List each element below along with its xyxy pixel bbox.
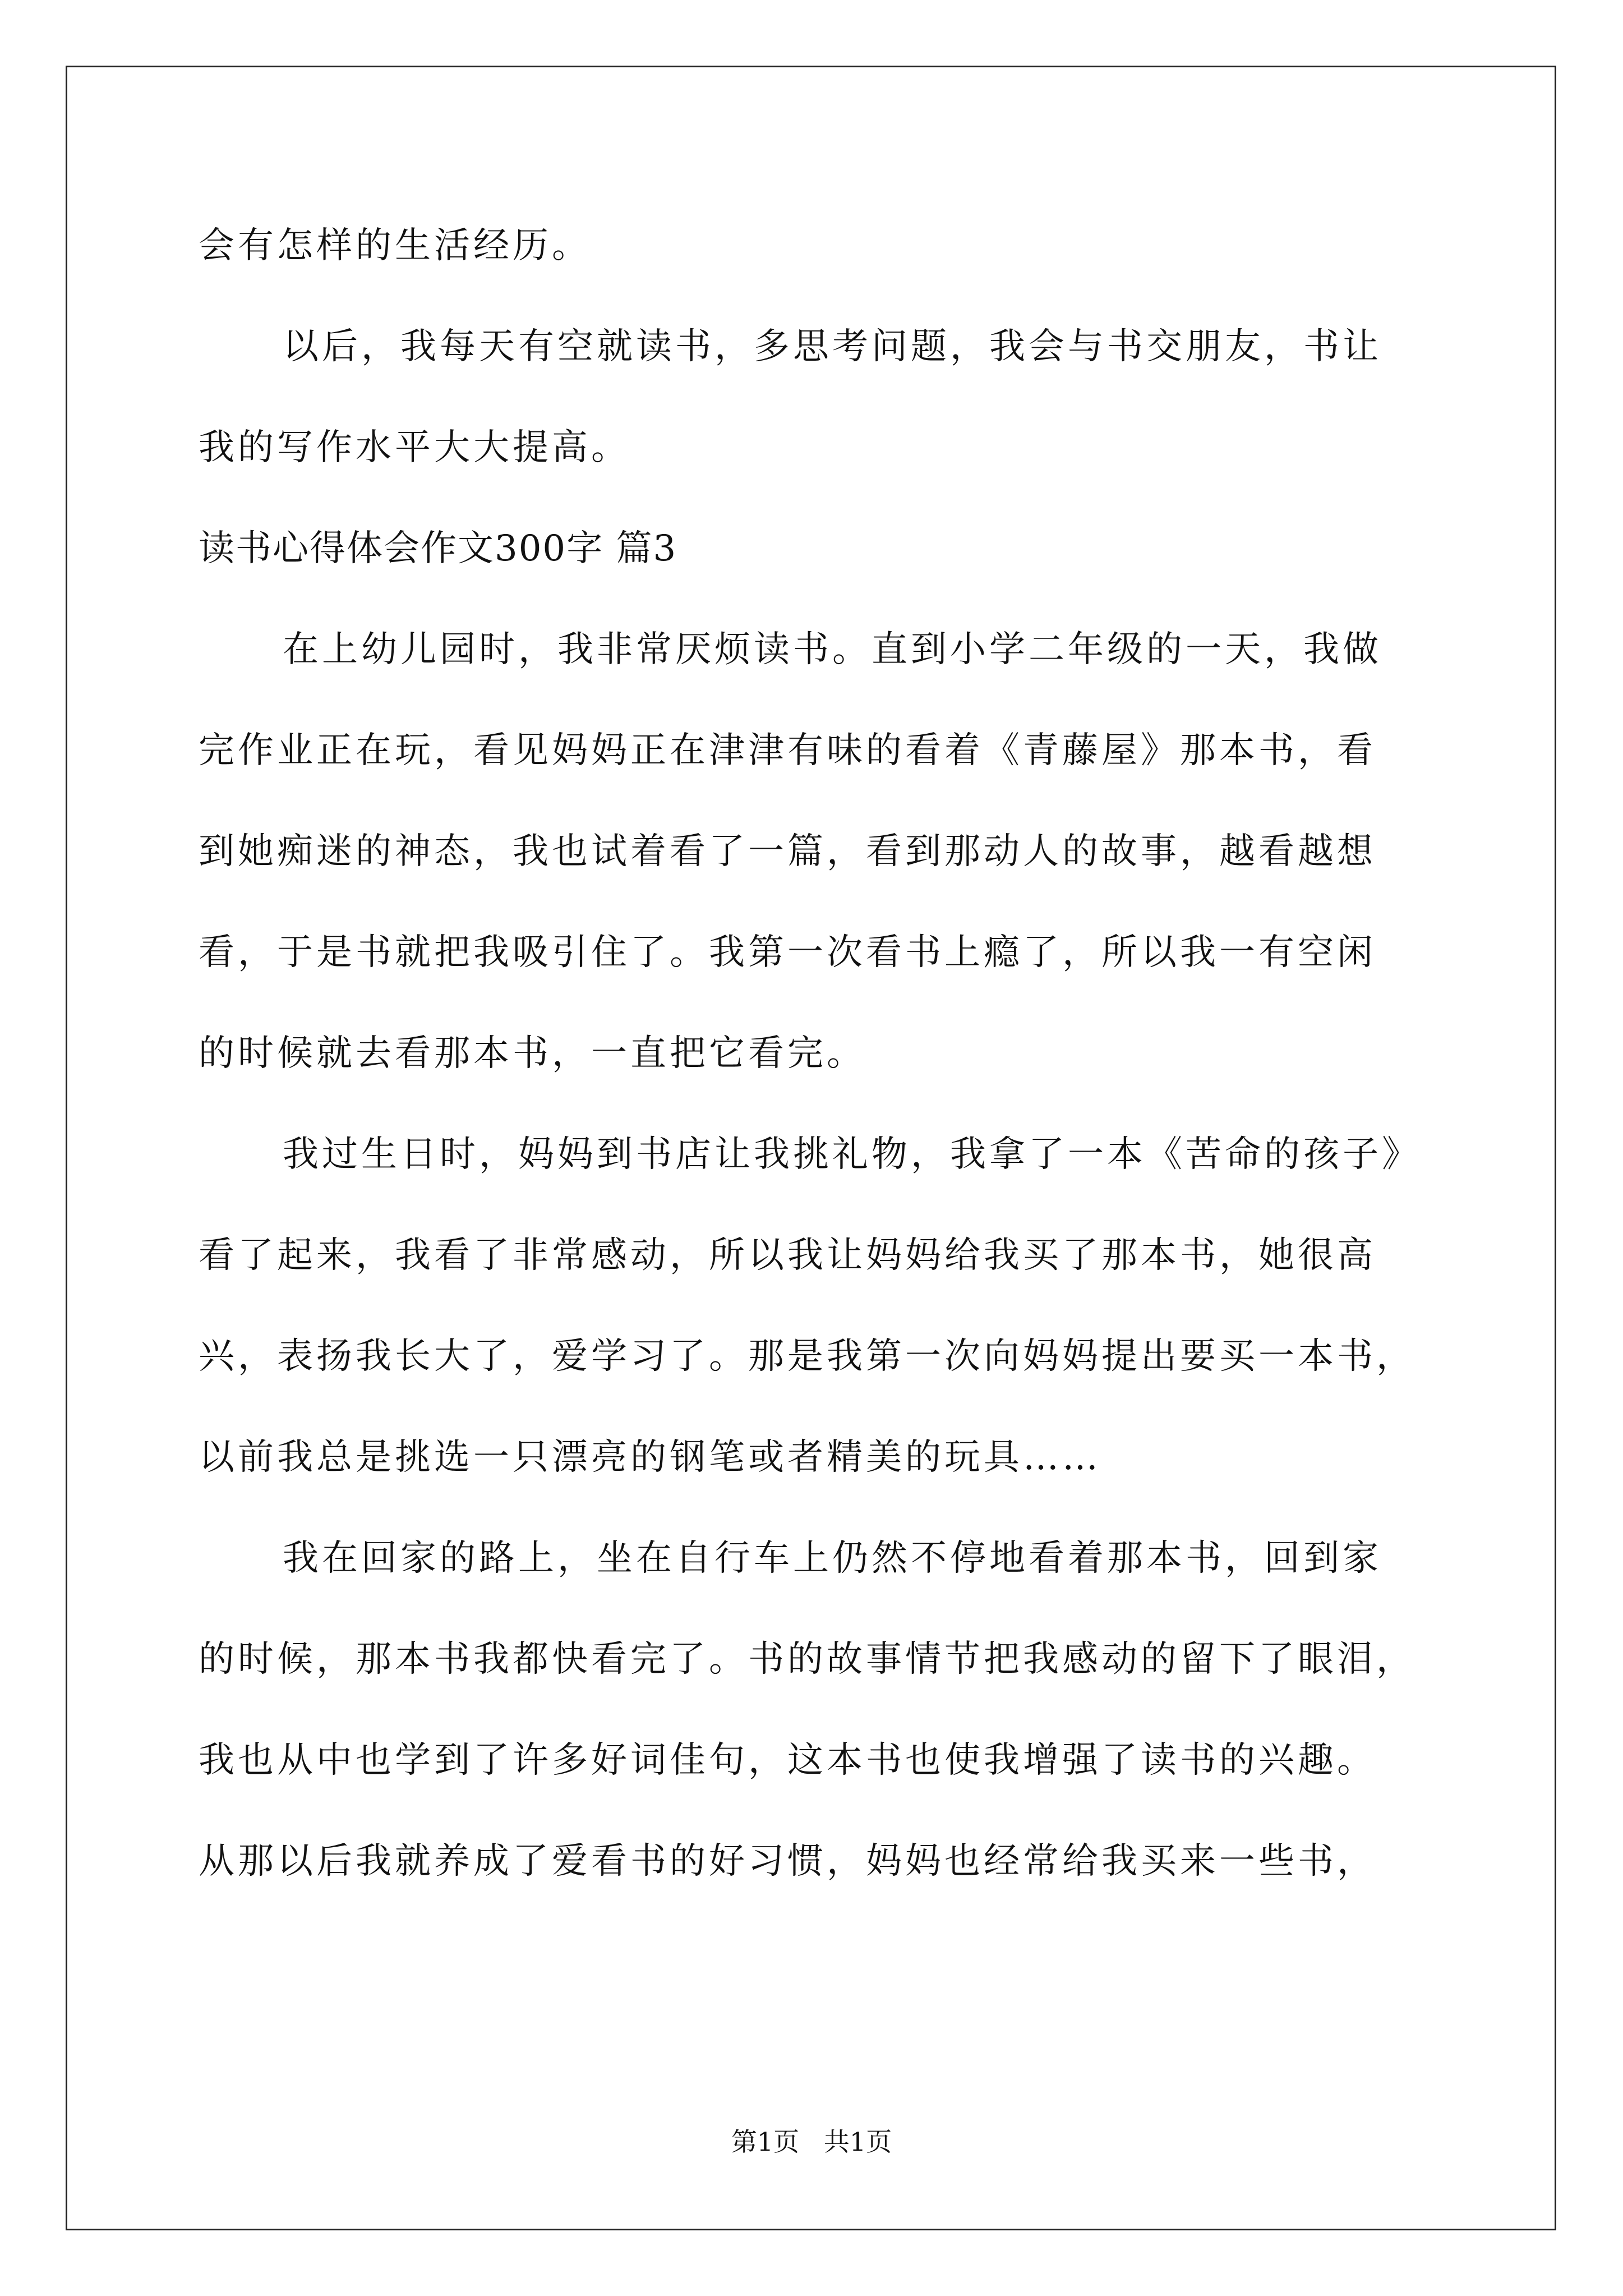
text-line: 的时候，那本书我都快看完了。书的故事情节把我感动的留下了眼泪，	[199, 1639, 1415, 1680]
section-heading: 读书心得体会作文300字 篇3	[199, 528, 677, 569]
text-line: 我在回家的路上，坐在自行车上仍然不停地看着那本书，回到家	[283, 1538, 1382, 1579]
text-line: 以前我总是挑选一只漂亮的钢笔或者精美的玩具……	[199, 1437, 1101, 1478]
text-line: 看，于是书就把我吸引住了。我第一次看书上瘾了，所以我一有空闲	[199, 932, 1376, 973]
text-line: 从那以后我就养成了爱看书的好习惯，妈妈也经常给我买来一些书，	[199, 1841, 1376, 1882]
text-line: 在上幼儿园时，我非常厌烦读书。直到小学二年级的一天，我做	[283, 629, 1382, 670]
text-line: 我的写作水平大大提高。	[199, 427, 630, 468]
text-line: 到她痴迷的神态，我也试着看了一篇，看到那动人的故事，越看越想	[199, 831, 1376, 872]
text-line: 会有怎样的生活经历。	[199, 225, 591, 266]
text-line: 我过生日时，妈妈到书店让我挑礼物，我拿了一本《苦命的孩子》	[283, 1134, 1421, 1175]
text-line: 我也从中也学到了许多好词佳句，这本书也使我增强了读书的兴趣。	[199, 1740, 1376, 1781]
text-line: 以后，我每天有空就读书，多思考问题，我会与书交朋友，书让	[283, 326, 1382, 367]
text-line: 完作业正在玩，看见妈妈正在津津有味的看着《青藤屋》那本书，看	[199, 730, 1376, 771]
text-line: 的时候就去看那本书，一直把它看完。	[199, 1033, 866, 1074]
text-line: 兴，表扬我长大了，爱学习了。那是我第一次向妈妈提出要买一本书，	[199, 1336, 1415, 1377]
text-line: 看了起来，我看了非常感动，所以我让妈妈给我买了那本书，她很高	[199, 1235, 1376, 1276]
page-number: 第1页 共1页	[731, 2127, 892, 2157]
